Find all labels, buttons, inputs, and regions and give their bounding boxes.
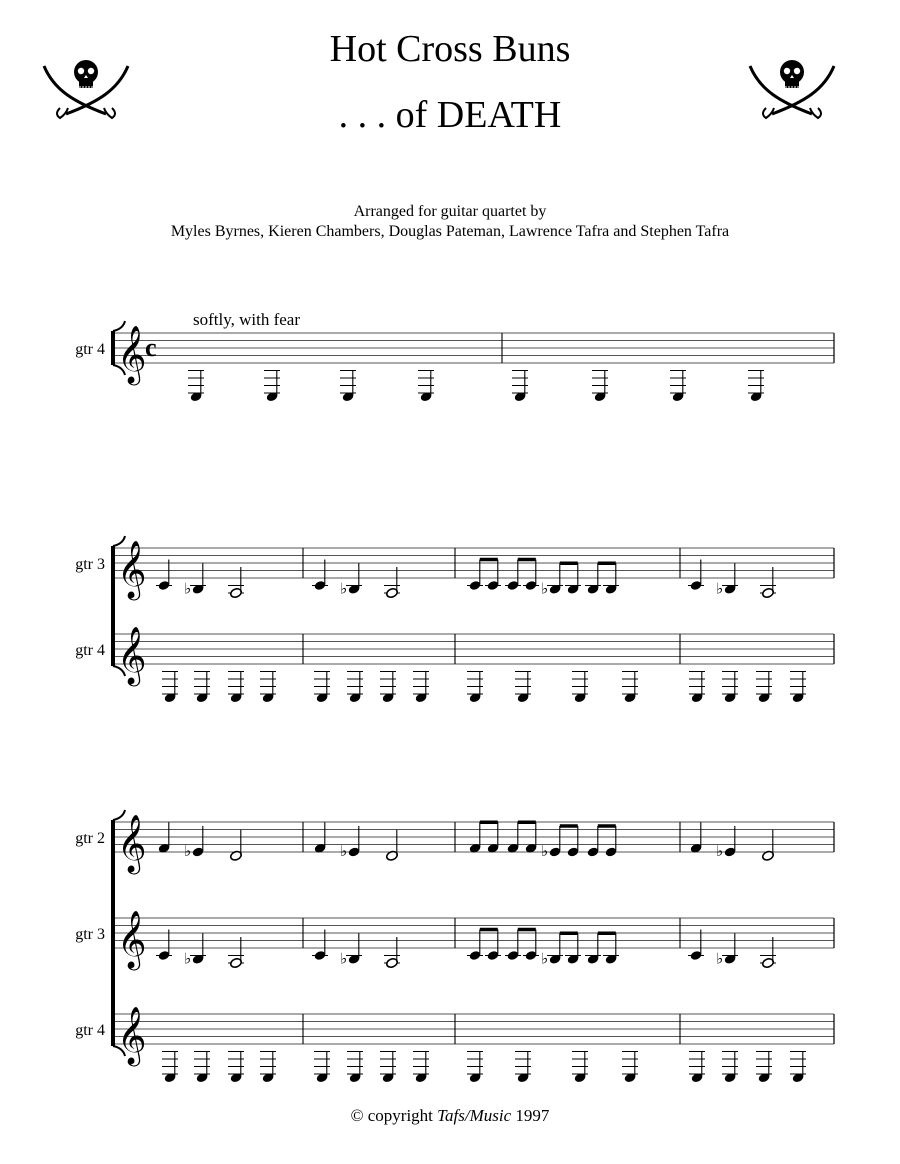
part-label: gtr 4 [75,341,105,358]
treble-clef: 𝄞 [117,626,147,684]
part-label: gtr 4 [75,1022,105,1039]
treble-clef: 𝄞 [117,1006,147,1064]
part-label: gtr 2 [75,830,105,847]
flat-sign: ♭ [716,579,724,598]
publisher-name: Tafs/Music [437,1106,512,1125]
arranged-line: Arranged for guitar quartet by [353,203,547,220]
flat-sign: ♭ [340,949,348,968]
treble-clef: 𝄞 [117,910,147,968]
treble-clef: 𝄞 [117,540,147,598]
copyright-line [0,1106,900,1126]
copyright-symbol: © [350,1106,364,1125]
flat-sign: ♭ [340,579,348,598]
flat-sign: ♭ [340,842,348,860]
treble-clef: 𝄞 [117,814,147,872]
part-label: gtr 3 [75,556,105,573]
flat-sign: ♭ [541,579,549,598]
flat-sign: ♭ [541,949,549,968]
title-line-1: Hot Cross Buns [329,28,571,70]
flat-sign: ♭ [184,579,192,598]
flat-sign: ♭ [184,842,192,860]
expression-marking: softly, with fear [193,310,301,329]
flat-sign: ♭ [184,949,192,968]
time-signature: c [145,333,157,362]
flat-sign: ♭ [541,842,549,860]
flat-sign: ♭ [716,949,724,968]
copyright-word: copyright [367,1106,433,1125]
copyright-year: 1997 [515,1106,550,1125]
part-label: gtr 4 [75,642,105,659]
part-label: gtr 3 [75,926,105,943]
title-line-2: . . . of DEATH [338,94,562,136]
flat-sign: ♭ [716,842,724,860]
arrangers-line: Myles Byrnes, Kieren Chambers, Douglas Pateman, Lawrence Tafra and Stephen Tafra [170,223,730,240]
treble-clef: 𝄞 [117,325,147,383]
